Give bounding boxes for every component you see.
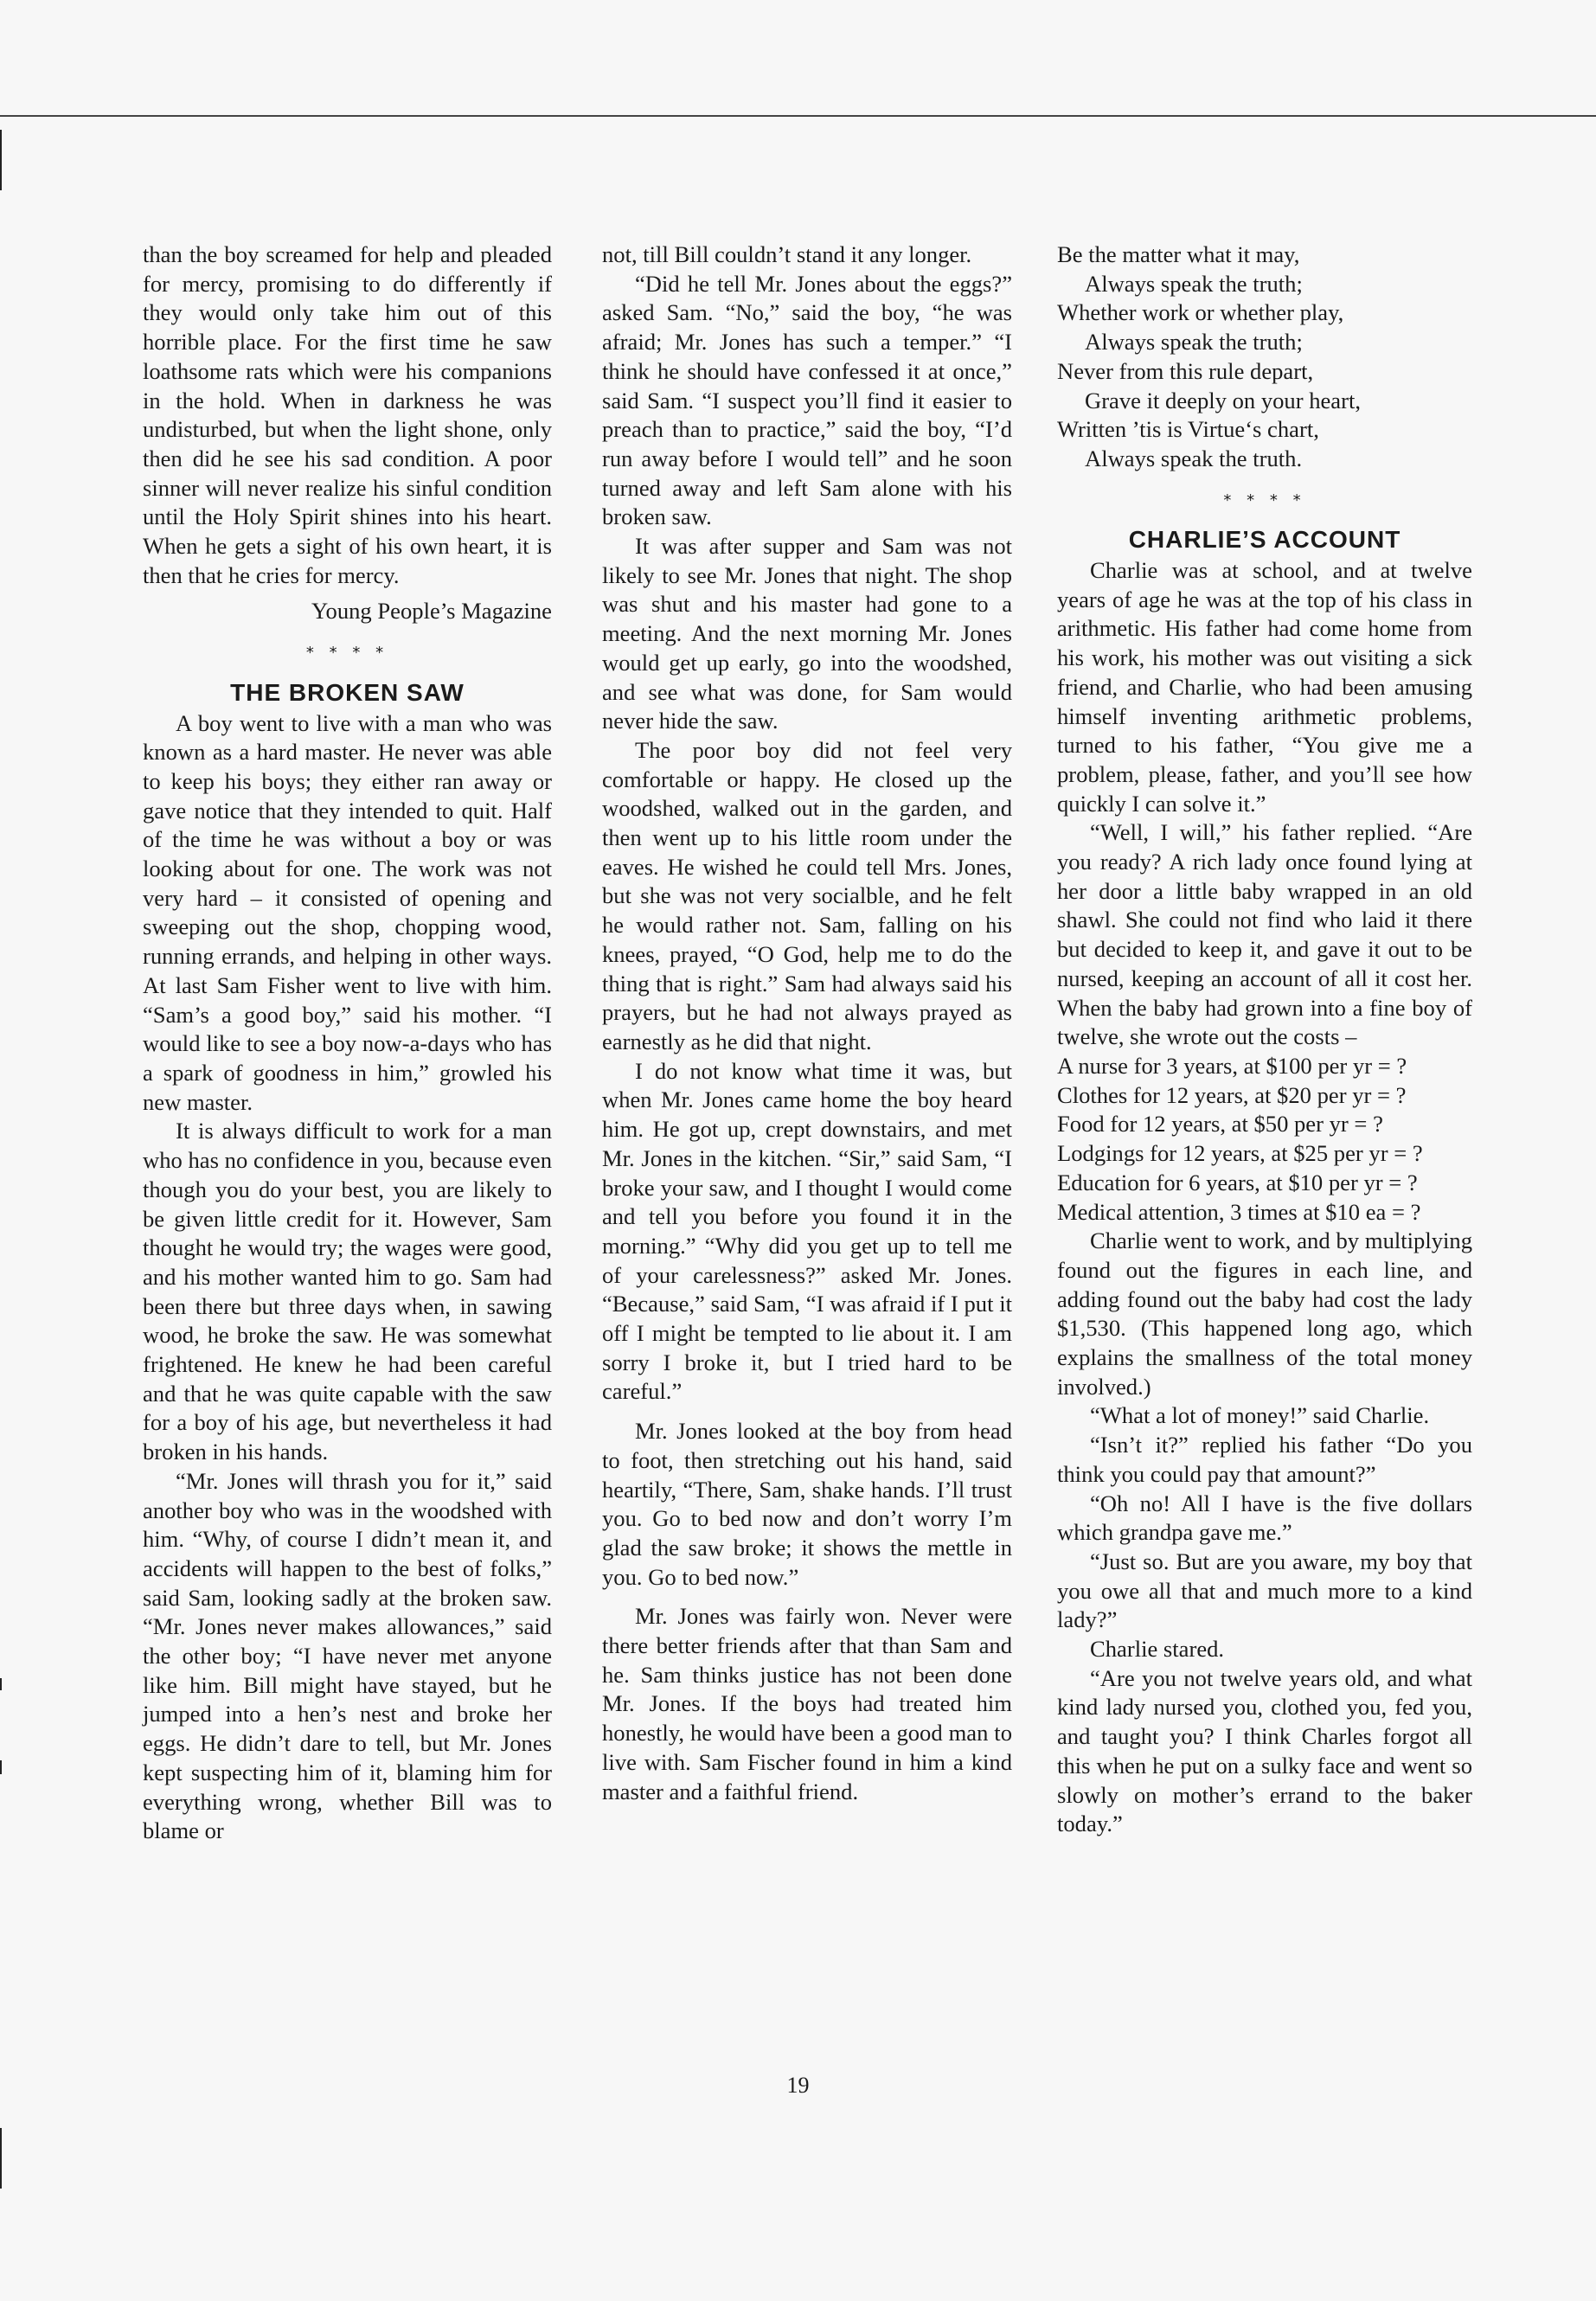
- cost-line: A nurse for 3 years, at $100 per yr = ?: [1057, 1052, 1407, 1079]
- poem: [1057, 240, 1472, 474]
- paragraph: Charlie went to work, and by multiplying found out the figures in each line, and adding found out the baby had cost the lady $1,530. (This happened long ago, which explains the smallness of the total money involved.): [1057, 1227, 1472, 1400]
- paragraph: than the boy screamed for help and pleaded for mercy, promising to do differently if they would only take him out of this horrible place. For the first time he saw loathsome rats which were his companions in the hold. When in darkness he was undisturbed, but when the light shone, only then did he see his sad condition. A poor sinner will never realize his sinful condition until the Holy Spirit shines into his heart. When he gets a sight of his own heart, it is then that he cries for mercy.: [143, 241, 552, 588]
- cost-line: Clothes for 12 years, at $20 per yr = ?: [1057, 1081, 1407, 1108]
- paragraph: “Just so. But are you aware, my boy that you owe all that and much more to a kind lady?”: [1057, 1548, 1472, 1633]
- article-heading: CHARLIE’S ACCOUNT: [1128, 526, 1401, 554]
- source-credit: Young People’s Magazine: [311, 598, 552, 625]
- paragraph: “Well, I will,” his father replied. “Are you ready? A rich lady once found lying at her door a little baby wrapped in an old shawl. She could not find who laid it there but decided to keep it, and gave it out to be nursed, keeping an account of all it cost her. When the baby had grown into a fine boy of twelve, she wrote out the costs –: [1057, 819, 1472, 1050]
- paragraph: Charlie stared.: [1090, 1636, 1225, 1663]
- top-rule: [0, 115, 1596, 117]
- paragraph: “Isn’t it?” replied his father “Do you think you could pay that amount?”: [1057, 1432, 1472, 1487]
- paragraph: Mr. Jones looked at the boy from head to foot, then stretching out his hand, said heartily, “There, Sam, shake hands. I’ll trust you. Go to bed now and don’t worry I’m glad the saw broke; it shows the mettle in you. Go to bed now.”: [602, 1418, 1012, 1590]
- column-2: [602, 240, 1012, 1806]
- poem-line: Always speak the truth;: [1085, 270, 1303, 297]
- paragraph: I do not know what time it was, but when Mr. Jones came home the boy heard him. He got up, crept downstairs, and met Mr. Jones in the kitchen. “Sir,” said Sam, “I broke your saw, and I thought I would come and tell you before you found it in the morning.” “Why did you get up to tell me of your carelessness?” asked Mr. Jones. “Because,” said Sam, “I was afraid if I put it off I might be tempted to lie about it. I am sorry I broke it, but I tried hard to be careful.”: [602, 1057, 1012, 1405]
- cost-line: Lodgings for 12 years, at $25 per yr = ?: [1057, 1140, 1423, 1167]
- paragraph: “Oh no! All I have is the five dollars which grandpa gave me.”: [1057, 1490, 1472, 1546]
- paragraph: “Mr. Jones will thrash you for it,” said another boy who was in the woodshed with him. “Why, of course I didn’t mean it, and accidents will happen to the best of folks,” said Sam, looking sadly at the broken saw. “Mr. Jones never makes allowances,” said the other boy; “I have never met anyone like him. Bill might have stayed, but he jumped into a hen’s nest and broke her eggs. He didn’t dare to tell, but Mr. Jones kept suspecting him of it, blaming him for everything wrong, whether Bill was to blame or: [143, 1467, 552, 1844]
- poem-line: Whether work or whether play,: [1057, 299, 1344, 326]
- column-3: [1057, 240, 1472, 1839]
- paragraph: not, till Bill couldn’t stand it any longer.: [602, 241, 972, 267]
- article-heading: THE BROKEN SAW: [230, 678, 465, 706]
- poem-line: Written ’tis is Virtue‘s chart,: [1057, 416, 1319, 443]
- cost-line: Medical attention, 3 times at $10 ea = ?: [1057, 1198, 1421, 1225]
- paragraph: “Are you not twelve years old, and what kind lady nursed you, clothed you, fed you, and taught you? I think Charles forgot all this when he put on a sulky face and went so slowly on mother’s errand to the baker today.”: [1057, 1664, 1472, 1837]
- left-edge-mark: [0, 130, 2, 190]
- paragraph: It is always difficult to work for a man who has no confidence in you, because even though you do your best, you are likely to be given little credit for it. However, Sam thought he would try; the wages were good, and his mother wanted him to go. Sam had been there but three days when, in sawing wood, he broke the saw. He was somewhat frightened. He knew he had been careful and that he was quite capable with the saw for a boy of his age, but nevertheless it had broken in his hands.: [143, 1118, 552, 1465]
- paragraph: “Did he tell Mr. Jones about the eggs?” asked Sam. “No,” said the boy, “he was afraid; Mr. Jones has such a temper.” “I think he should have confessed it at once,” said Sam. “I suspect you’ll find it easier to preach than to practice,” said the boy, “I’d run away before I would tell” and he soon turned away and left Sam alone with his broken saw.: [602, 270, 1012, 530]
- paragraph: Charlie was at school, and at twelve years of age he was at the top of his class in arithmetic. His father had come home from his work, his mother was out visiting a sick friend, and Charlie, who had been amusing himself inventing arithmetic problems, turned to his father, “You give me a problem, please, father, and you’ll see how quickly I can solve it.”: [1057, 557, 1472, 817]
- paragraph: Mr. Jones was fairly won. Never were there better friends after that than Sam and he. Sam thinks justice has not been done Mr. Jones. If the boys had treated him honestly, he would have been a good man to live with. Sam Fischer found in him a kind master and a faithful friend.: [602, 1603, 1012, 1804]
- poem-line: Never from this rule depart,: [1057, 357, 1314, 384]
- paragraph: It was after supper and Sam was not likely to see Mr. Jones that night. The shop was shut and his master had gone to a meeting. And the next morning Mr. Jones would get up early, go into the woodshed, and see what was done, for Sam would never hide the saw.: [602, 533, 1012, 734]
- page-number: 19: [786, 2073, 810, 2098]
- cost-list: [1057, 1052, 1472, 1227]
- cost-line: Food for 12 years, at $50 per yr = ?: [1057, 1111, 1383, 1138]
- paragraph: The poor boy did not feel very comfortable or happy. He closed up the woodshed, walked out in the garden, and then went up to his little room under the eaves. He wished he could tell Mrs. Jones, but she was not very socialble, and he felt he would rather not. Sam, falling on his knees, prayed, “O God, help me to do the thing that is right.” Sam had always said his prayers, but he had not always prayed as earnestly as he did that night.: [602, 736, 1012, 1054]
- column-1: [143, 240, 552, 1846]
- cost-line: Education for 6 years, at $10 per yr = ?: [1057, 1169, 1418, 1195]
- poem-line: Be the matter what it may,: [1057, 241, 1300, 267]
- left-edge-mark: [0, 2128, 2, 2189]
- paragraph: “What a lot of money!” said Charlie.: [1090, 1402, 1430, 1429]
- section-separator: * * * *: [1223, 490, 1306, 510]
- poem-line: Grave it deeply on your heart,: [1085, 387, 1362, 413]
- poem-line: Always speak the truth;: [1085, 329, 1303, 356]
- paragraph: A boy went to live with a man who was known as a hard master. He never was able to keep his boys; they either ran away or gave notice that they intended to quit. Half of the time he was without a boy or was looking about for one. The work was not very hard – it consisted of opening and sweeping out the shop, chopping wood, running errands, and helping in other ways. At last Sam Fisher went to live with him. “Sam’s a good boy,” said his mother. “I would like to see a boy now-a-days who has a spark of goodness in him,” growled his new master.: [143, 709, 552, 1115]
- section-separator: * * * *: [305, 644, 389, 663]
- poem-line: Always speak the truth.: [1085, 445, 1303, 471]
- left-edge-mark: [0, 1678, 2, 1690]
- left-edge-mark: [0, 1760, 2, 1774]
